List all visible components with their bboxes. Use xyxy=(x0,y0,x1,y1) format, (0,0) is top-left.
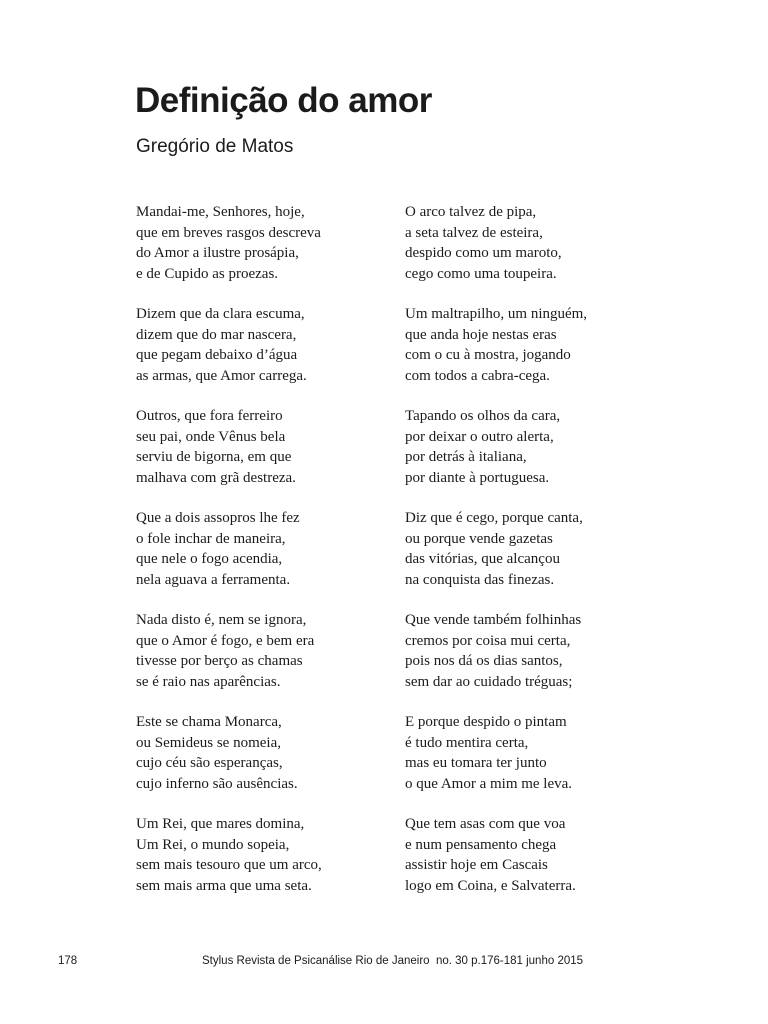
verse-line: Outros, que fora ferreiro xyxy=(136,408,283,424)
verse-line: sem dar ao cuidado tréguas; xyxy=(405,673,573,690)
poem-left-column xyxy=(136,202,386,916)
verse-line: assistir hoje em Cascais xyxy=(405,857,548,873)
verse-line: é tudo mentira certa, xyxy=(405,734,529,751)
verse-line: Nada disto é, nem se ignora, xyxy=(136,612,307,628)
verse-line: dizem que do mar nascera, xyxy=(136,326,297,343)
verse-line: o que Amor a mim me leva. xyxy=(405,775,573,792)
verse-line: por deixar o outro alerta, xyxy=(405,428,554,445)
verse-line: que anda hoje nestas eras xyxy=(405,326,557,343)
verse-line: na conquista das finezas. xyxy=(405,571,555,588)
stanza xyxy=(136,610,386,712)
verse-line: cego como uma toupeira. xyxy=(405,265,557,282)
poem-author: Gregório de Matos xyxy=(136,136,294,157)
verse-line: por detrás à italiana, xyxy=(405,449,527,465)
verse-line: despido como um maroto, xyxy=(405,245,562,261)
verse-line: cujo céu são esperanças, xyxy=(136,755,283,771)
verse-line: que o Amor é fogo, e bem era xyxy=(136,632,315,649)
verse-line: que nele o fogo acendia, xyxy=(136,551,283,567)
verse-line: Diz que é cego, porque canta, xyxy=(405,510,583,526)
verse-line: sem mais tesouro que um arco, xyxy=(136,857,322,873)
verse-line: o fole inchar de maneira, xyxy=(136,530,286,547)
verse-line: Um maltrapilho, um ninguém, xyxy=(405,306,588,322)
verse-line: as armas, que Amor carrega. xyxy=(136,367,307,384)
stanza xyxy=(136,202,386,304)
verse-line: cremos por coisa mui certa, xyxy=(405,632,571,649)
stanza xyxy=(405,610,655,712)
stanza xyxy=(405,508,655,610)
verse-line: Que tem asas com que voa xyxy=(405,816,566,832)
verse-line: com todos a cabra-cega. xyxy=(405,367,550,384)
poem-right-column xyxy=(405,202,655,916)
stanza xyxy=(136,508,386,610)
verse-line: cujo inferno são ausências. xyxy=(136,775,298,792)
verse-line: E porque despido o pintam xyxy=(405,714,567,730)
stanza xyxy=(136,814,386,916)
stanza xyxy=(405,814,655,916)
verse-line: Este se chama Monarca, xyxy=(136,714,282,730)
verse-line: do Amor a ilustre prosápia, xyxy=(136,245,299,261)
verse-line: se é raio nas aparências. xyxy=(136,673,281,690)
verse-line: Que a dois assopros lhe fez xyxy=(136,510,300,526)
stanza xyxy=(405,712,655,814)
verse-line: das vitórias, que alcançou xyxy=(405,551,560,567)
verse-line: Mandai-me, Senhores, hoje, xyxy=(136,204,305,220)
verse-line: Que vende também folhinhas xyxy=(405,612,582,628)
verse-line: Um Rei, que mares domina, xyxy=(136,816,305,832)
stanza xyxy=(136,712,386,814)
verse-line: Tapando os olhos da cara, xyxy=(405,408,561,424)
stanza xyxy=(405,406,655,508)
stanza xyxy=(136,406,386,508)
verse-line: pois nos dá os dias santos, xyxy=(405,653,563,669)
verse-line: ou porque vende gazetas xyxy=(405,530,553,547)
verse-line: a seta talvez de esteira, xyxy=(405,224,543,241)
poem-title: Definição do amor xyxy=(135,81,432,120)
verse-line: que em breves rasgos descreva xyxy=(136,224,321,241)
verse-line: nela aguava a ferramenta. xyxy=(136,571,291,588)
verse-line: seu pai, onde Vênus bela xyxy=(136,428,286,445)
stanza xyxy=(136,304,386,406)
verse-line: sem mais arma que uma seta. xyxy=(136,877,312,894)
verse-line: mas eu tomara ter junto xyxy=(405,755,547,771)
verse-line: com o cu à mostra, jogando xyxy=(405,347,571,363)
verse-line: Um Rei, o mundo sopeia, xyxy=(136,836,290,853)
stanza xyxy=(405,304,655,406)
verse-line: logo em Coina, e Salvaterra. xyxy=(405,877,576,894)
verse-line: ou Semideus se nomeia, xyxy=(136,734,281,751)
verse-line: e de Cupido as proezas. xyxy=(136,265,279,282)
stanza xyxy=(405,202,655,304)
page-number: 178 xyxy=(58,955,78,967)
verse-line: que pegam debaixo d’água xyxy=(136,347,298,363)
journal-citation: Stylus Revista de Psicanálise Rio de Janeiro no. 30 p.176-181 junho 2015 xyxy=(202,955,584,967)
verse-line: serviu de bigorna, em que xyxy=(136,449,292,465)
verse-line: tivesse por berço as chamas xyxy=(136,653,303,669)
verse-line: por diante à portuguesa. xyxy=(405,469,550,486)
verse-line: malhava com grã destreza. xyxy=(136,469,296,486)
verse-line: O arco talvez de pipa, xyxy=(405,204,537,220)
verse-line: e num pensamento chega xyxy=(405,836,557,853)
verse-line: Dizem que da clara escuma, xyxy=(136,306,305,322)
